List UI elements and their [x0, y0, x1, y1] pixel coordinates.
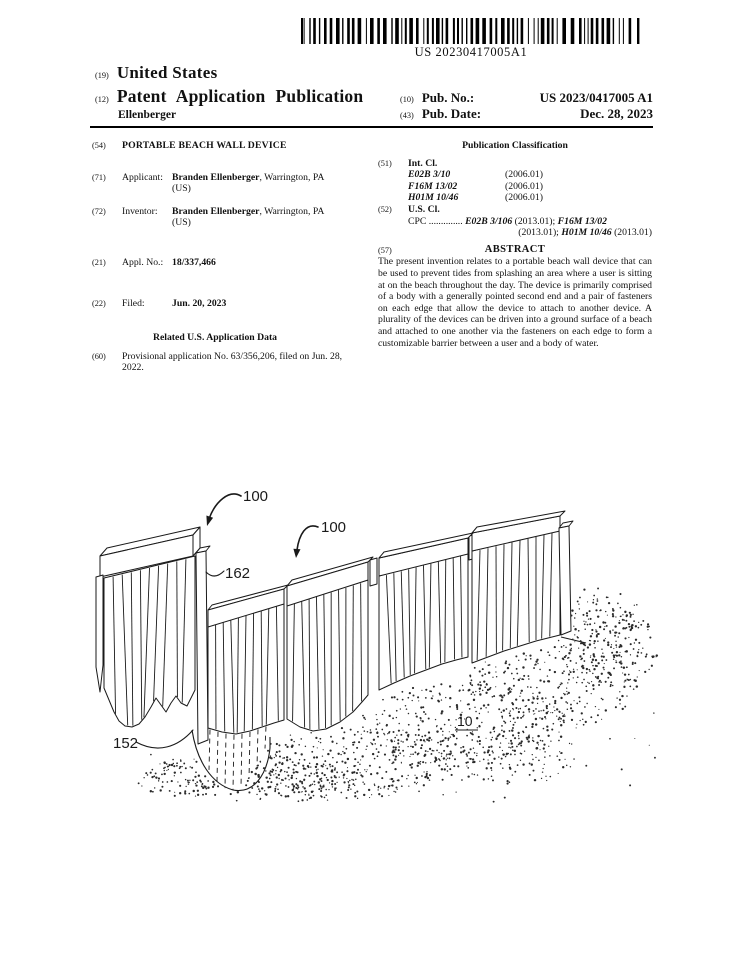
us-cl-row	[378, 204, 652, 216]
abstract-heading: ABSTRACT	[484, 243, 546, 255]
filed-value: Jun. 20, 2023	[172, 297, 227, 309]
ingid-10: (10)	[400, 95, 414, 104]
pub-no-value: US 2023/0417005 A1	[539, 90, 653, 105]
applicant-country: (US)	[172, 183, 191, 195]
ingid-51: (51)	[378, 158, 392, 168]
cpc-line-1	[378, 216, 652, 228]
ingid-71: (71)	[92, 172, 106, 182]
applicant-label: Applicant:	[122, 171, 163, 183]
inventor-name: Branden Ellenberger	[172, 205, 260, 217]
int-class-row	[378, 192, 652, 204]
cpc-version: (2013.01);	[512, 215, 558, 227]
cpc-line-2	[378, 227, 652, 239]
filed-row	[92, 298, 360, 310]
filed-label: Filed:	[122, 297, 145, 309]
appl-no-row	[92, 257, 360, 269]
int-class-code: E02B 3/10	[408, 169, 451, 181]
arrowhead-100-left	[206, 516, 213, 527]
classification-heading: Publication Classification	[462, 140, 568, 151]
ingid-12: (12)	[95, 95, 109, 104]
abstract-text: The present invention relates to a portable beach wall device that can be used to prevent tides from splashing an area where a user is sitting at on the beach throughout the day. The device is primarily comprised of a body with a generally pointed second end and a pair of fasteners on each edge that allow the device to attach to another device. A plurality of the devices can be driven into a ground surface of a beach and attached to one another via the fasteners on each edge to form a customizable barrier between a user and a body of water.	[378, 256, 652, 349]
ingid-54: (54)	[92, 141, 106, 150]
patent-figure	[90, 470, 670, 825]
invention-title: PORTABLE BEACH WALL DEVICE	[122, 140, 287, 151]
ingid-21: (21)	[92, 257, 106, 267]
ingid-19: (19)	[95, 71, 109, 80]
ref-numeral-100-left: 100	[243, 488, 269, 505]
related-data-heading: Related U.S. Application Data	[152, 332, 278, 344]
ref-numeral-152: 152	[113, 735, 139, 752]
ingid-60: (60)	[92, 351, 106, 361]
inventor-location: , Warrington, PA	[259, 205, 325, 217]
ref-numeral-10: 10	[457, 713, 473, 729]
cpc-class: E02B 3/106	[465, 215, 513, 227]
related-data-row	[92, 351, 360, 374]
leader-100-left	[209, 494, 241, 519]
bibliography-left-column	[92, 140, 360, 374]
applicant-value	[172, 172, 360, 195]
cpc-version: (2013.01);	[518, 227, 562, 239]
int-class-row	[378, 169, 652, 181]
figure-drawing	[96, 511, 658, 803]
header-country	[95, 63, 218, 83]
bibliography-right-column	[378, 140, 652, 349]
pub-no-label: Pub. No.:	[421, 90, 475, 105]
int-class-version: (2006.01)	[505, 180, 543, 192]
int-class-version: (2006.01)	[505, 169, 543, 181]
inventor-value	[172, 206, 360, 229]
barcode	[301, 18, 641, 44]
int-class-row	[378, 181, 652, 193]
cpc-dot-leader: ..............	[428, 215, 463, 227]
int-class-code: F16M 13/02	[408, 180, 458, 192]
cpc-class: F16M 13/02	[557, 215, 607, 227]
ref-numeral-162: 162	[225, 565, 251, 582]
us-cl-label: U.S. Cl.	[408, 203, 440, 215]
title-row	[92, 140, 360, 152]
int-cl-row	[378, 158, 652, 170]
header-pub-date	[400, 106, 653, 122]
inventor-row	[92, 206, 360, 229]
appl-no-label: Appl. No.:	[122, 256, 164, 268]
ref-numeral-100-mid: 100	[321, 519, 347, 536]
pub-date-label: Pub. Date:	[421, 106, 482, 121]
inventor-label: Inventor:	[122, 205, 158, 217]
leader-152	[136, 730, 193, 748]
country-name: United States	[116, 63, 218, 82]
ingid-22: (22)	[92, 298, 106, 308]
applicant-location: , Warrington, PA	[259, 171, 325, 183]
int-class-code: H01M 10/46	[408, 192, 459, 204]
leader-100-mid	[297, 526, 318, 550]
header-kind	[95, 86, 363, 107]
related-data-text: Provisional application No. 63/356,206, filed on Jun. 28, 2022.	[122, 350, 343, 374]
applicant-name: Branden Ellenberger	[172, 171, 260, 183]
publication-kind: Patent Application Publication	[116, 86, 364, 106]
first-inventor-name: Ellenberger	[118, 109, 177, 121]
arrowhead-100-mid	[293, 549, 300, 558]
applicant-row	[92, 172, 360, 195]
cpc-class: H01M 10/46	[561, 227, 612, 239]
int-cl-label: Int. Cl.	[408, 157, 438, 169]
cpc-label: CPC	[408, 215, 427, 227]
int-class-version: (2006.01)	[505, 192, 543, 204]
pub-date-value: Dec. 28, 2023	[580, 106, 653, 121]
abstract-heading-row	[378, 244, 652, 256]
header-pub-no	[400, 90, 653, 106]
header-divider	[90, 126, 653, 128]
ingid-72: (72)	[92, 206, 106, 216]
ingid-43: (43)	[400, 111, 414, 120]
cpc-version: (2013.01)	[611, 227, 652, 239]
ingid-57: (57)	[378, 245, 392, 255]
inventor-country: (US)	[172, 217, 191, 229]
appl-no-value: 18/337,466	[172, 256, 216, 268]
leader-162	[206, 571, 224, 576]
ingid-52: (52)	[378, 204, 392, 214]
barcode-number: US 20230417005A1	[414, 45, 528, 59]
